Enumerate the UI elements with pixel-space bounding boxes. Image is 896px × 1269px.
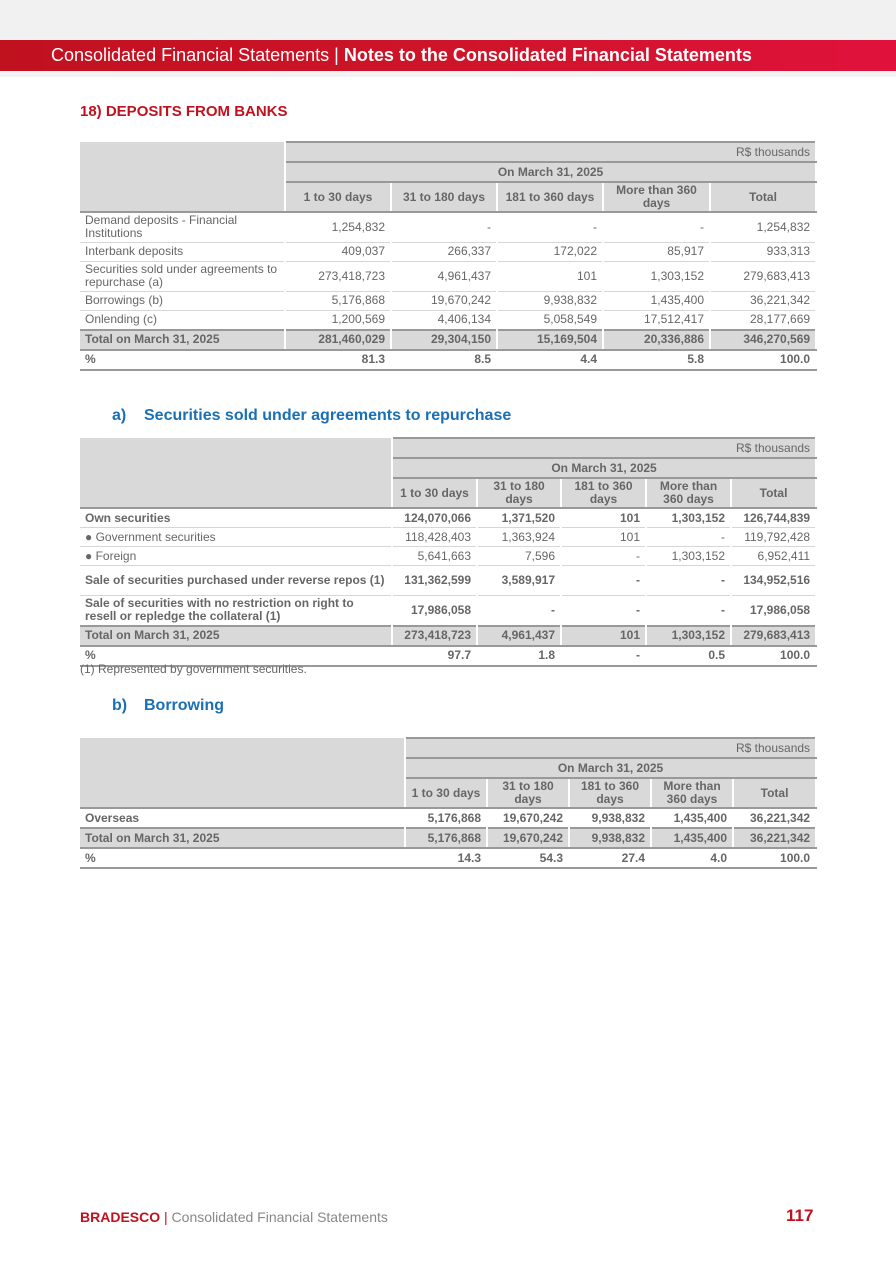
cell-value: 97.7 bbox=[392, 646, 477, 666]
row-label: Securities sold under agreements to repurchase (a) bbox=[80, 261, 285, 291]
cell-value: 1,303,152 bbox=[603, 261, 710, 291]
table-row bbox=[80, 508, 816, 528]
cell-value: 17,986,058 bbox=[392, 596, 477, 626]
column-header: Total bbox=[710, 182, 816, 212]
row-label: Total on March 31, 2025 bbox=[80, 330, 285, 350]
repurchase-table bbox=[80, 437, 817, 667]
cell-value: 9,938,832 bbox=[569, 808, 651, 828]
column-header: 31 to 180 days bbox=[487, 778, 569, 808]
row-label: % bbox=[80, 350, 285, 370]
cell-value: 131,362,599 bbox=[392, 566, 477, 596]
column-header: 181 to 360 days bbox=[569, 778, 651, 808]
cell-value: 19,670,242 bbox=[487, 828, 569, 848]
table-row bbox=[80, 291, 816, 310]
cell-value: - bbox=[561, 646, 646, 666]
header-right-text: Notes to the Consolidated Financial Statements bbox=[343, 45, 752, 65]
cell-value: 7,596 bbox=[477, 547, 561, 566]
cell-value: 5,058,549 bbox=[497, 310, 603, 330]
cell-value: 279,683,413 bbox=[731, 626, 816, 646]
cell-value: 3,589,917 bbox=[477, 566, 561, 596]
row-label: Own securities bbox=[80, 508, 392, 528]
cell-value: 20,336,886 bbox=[603, 330, 710, 350]
cell-value: 15,169,504 bbox=[497, 330, 603, 350]
cell-value: 1,303,152 bbox=[646, 508, 731, 528]
row-label: Overseas bbox=[80, 808, 405, 828]
deposits-table bbox=[80, 141, 817, 371]
table-row bbox=[80, 242, 816, 261]
cell-value: - bbox=[646, 596, 731, 626]
row-label: Onlending (c) bbox=[80, 310, 285, 330]
footer-separator: | bbox=[164, 1209, 168, 1225]
page-footer bbox=[80, 1209, 388, 1225]
column-header: 181 to 360 days bbox=[561, 478, 646, 508]
cell-value: 36,221,342 bbox=[733, 808, 816, 828]
cell-value: 28,177,669 bbox=[710, 310, 816, 330]
cell-value: 273,418,723 bbox=[392, 626, 477, 646]
cell-value: 85,917 bbox=[603, 242, 710, 261]
cell-value: - bbox=[497, 212, 603, 242]
cell-value: 101 bbox=[497, 261, 603, 291]
cell-value: 1,363,924 bbox=[477, 528, 561, 547]
cell-value: - bbox=[603, 212, 710, 242]
cell-value: 126,744,839 bbox=[731, 508, 816, 528]
date-label: On March 31, 2025 bbox=[392, 458, 816, 478]
column-header: 1 to 30 days bbox=[392, 478, 477, 508]
cell-value: 4,961,437 bbox=[477, 626, 561, 646]
cell-value: 4.0 bbox=[651, 848, 733, 868]
cell-value: 100.0 bbox=[733, 848, 816, 868]
cell-value: 5,176,868 bbox=[285, 291, 391, 310]
cell-value: 54.3 bbox=[487, 848, 569, 868]
cell-value: - bbox=[561, 596, 646, 626]
cell-value: 27.4 bbox=[569, 848, 651, 868]
row-label: Total on March 31, 2025 bbox=[80, 828, 405, 848]
cell-value: 1,371,520 bbox=[477, 508, 561, 528]
cell-value: - bbox=[391, 212, 497, 242]
row-label: Interbank deposits bbox=[80, 242, 285, 261]
column-header: Total bbox=[731, 478, 816, 508]
cell-value: 100.0 bbox=[710, 350, 816, 370]
cell-value: - bbox=[646, 528, 731, 547]
section-title-deposits: 18) DEPOSITS FROM BANKS bbox=[80, 103, 288, 120]
page-number: 117 bbox=[786, 1206, 814, 1225]
borrowing-table bbox=[80, 737, 817, 869]
cell-value: 409,037 bbox=[285, 242, 391, 261]
subsection-text: Borrowing bbox=[144, 697, 224, 714]
cell-value: 100.0 bbox=[731, 646, 816, 666]
cell-value: 19,670,242 bbox=[487, 808, 569, 828]
unit-label: R$ thousands bbox=[285, 142, 816, 162]
column-header: 31 to 180 days bbox=[391, 182, 497, 212]
date-label: On March 31, 2025 bbox=[405, 758, 816, 778]
cell-value: 933,313 bbox=[710, 242, 816, 261]
column-header: 1 to 30 days bbox=[285, 182, 391, 212]
cell-value: 1,303,152 bbox=[646, 626, 731, 646]
cell-value: 9,938,832 bbox=[569, 828, 651, 848]
footer-text: Consolidated Financial Statements bbox=[171, 1209, 388, 1225]
column-header: Total bbox=[733, 778, 816, 808]
table-row bbox=[80, 212, 816, 242]
column-header: More than 360 days bbox=[651, 778, 733, 808]
cell-value: 172,022 bbox=[497, 242, 603, 261]
date-label: On March 31, 2025 bbox=[285, 162, 816, 182]
cell-value: - bbox=[477, 596, 561, 626]
cell-value: - bbox=[561, 566, 646, 596]
cell-value: 1,303,152 bbox=[646, 547, 731, 566]
row-label: Sale of securities purchased under reverse repos (1) bbox=[80, 566, 392, 596]
row-label: % bbox=[80, 848, 405, 868]
row-label: ● Government securities bbox=[80, 528, 392, 547]
cell-value: 119,792,428 bbox=[731, 528, 816, 547]
cell-value: 4,961,437 bbox=[391, 261, 497, 291]
cell-value: 273,418,723 bbox=[285, 261, 391, 291]
header-shadow bbox=[0, 71, 896, 77]
cell-value: 5,176,868 bbox=[405, 808, 487, 828]
cell-value: 17,986,058 bbox=[731, 596, 816, 626]
cell-value: 134,952,516 bbox=[731, 566, 816, 596]
cell-value: 1,254,832 bbox=[285, 212, 391, 242]
cell-value: 281,460,029 bbox=[285, 330, 391, 350]
cell-value: 346,270,569 bbox=[710, 330, 816, 350]
cell-value: 124,070,066 bbox=[392, 508, 477, 528]
cell-value: 118,428,403 bbox=[392, 528, 477, 547]
subsection-letter: a) bbox=[112, 407, 127, 424]
unit-label: R$ thousands bbox=[392, 438, 816, 458]
cell-value: 101 bbox=[561, 508, 646, 528]
table-row bbox=[80, 528, 816, 547]
cell-value: 101 bbox=[561, 626, 646, 646]
footer-brand: BRADESCO bbox=[80, 1209, 161, 1225]
cell-value: 0.5 bbox=[646, 646, 731, 666]
total-row bbox=[80, 626, 816, 646]
column-header: 31 to 180 days bbox=[477, 478, 561, 508]
subsection-title-repurchase bbox=[112, 407, 511, 425]
table-row bbox=[80, 310, 816, 330]
column-header: 1 to 30 days bbox=[405, 778, 487, 808]
cell-value: 5,176,868 bbox=[405, 828, 487, 848]
column-header: More than 360 days bbox=[646, 478, 731, 508]
subsection-title-borrowing bbox=[112, 697, 224, 715]
column-header: 181 to 360 days bbox=[497, 182, 603, 212]
cell-value: 279,683,413 bbox=[710, 261, 816, 291]
subsection-text: Securities sold under agreements to repurchase bbox=[144, 407, 512, 424]
table-corner bbox=[80, 142, 285, 212]
row-label: ● Foreign bbox=[80, 547, 392, 566]
percent-row bbox=[80, 350, 816, 370]
cell-value: 266,337 bbox=[391, 242, 497, 261]
cell-value: 1,254,832 bbox=[710, 212, 816, 242]
column-header: More than 360 days bbox=[603, 182, 710, 212]
table-row bbox=[80, 261, 816, 291]
cell-value: 101 bbox=[561, 528, 646, 547]
cell-value: 4.4 bbox=[497, 350, 603, 370]
table-row bbox=[80, 547, 816, 566]
top-margin bbox=[0, 0, 896, 40]
table-corner bbox=[80, 738, 405, 808]
row-label: % bbox=[80, 646, 392, 666]
table-row bbox=[80, 808, 816, 828]
cell-value: 14.3 bbox=[405, 848, 487, 868]
cell-value: 1,200,569 bbox=[285, 310, 391, 330]
cell-value: - bbox=[646, 566, 731, 596]
table-row bbox=[80, 566, 816, 596]
cell-value: - bbox=[561, 547, 646, 566]
page-header-banner bbox=[0, 40, 896, 71]
row-label: Borrowings (b) bbox=[80, 291, 285, 310]
cell-value: 5.8 bbox=[603, 350, 710, 370]
cell-value: 6,952,411 bbox=[731, 547, 816, 566]
total-row bbox=[80, 330, 816, 350]
unit-label: R$ thousands bbox=[405, 738, 816, 758]
cell-value: 1,435,400 bbox=[603, 291, 710, 310]
cell-value: 36,221,342 bbox=[733, 828, 816, 848]
cell-value: 4,406,134 bbox=[391, 310, 497, 330]
row-label: Sale of securities with no restriction on right to resell or repledge the collateral (1) bbox=[80, 596, 392, 626]
subsection-letter: b) bbox=[112, 697, 128, 714]
table-row bbox=[80, 596, 816, 626]
table-corner bbox=[80, 438, 392, 508]
row-label: Demand deposits - Financial Institutions bbox=[80, 212, 285, 242]
cell-value: 8.5 bbox=[391, 350, 497, 370]
cell-value: 1,435,400 bbox=[651, 828, 733, 848]
cell-value: 5,641,663 bbox=[392, 547, 477, 566]
row-label: Total on March 31, 2025 bbox=[80, 626, 392, 646]
cell-value: 1.8 bbox=[477, 646, 561, 666]
cell-value: 36,221,342 bbox=[710, 291, 816, 310]
header-left-text: Consolidated Financial Statements | bbox=[51, 45, 339, 65]
footnote: (1) Represented by government securities. bbox=[80, 662, 307, 676]
cell-value: 29,304,150 bbox=[391, 330, 497, 350]
cell-value: 1,435,400 bbox=[651, 808, 733, 828]
cell-value: 81.3 bbox=[285, 350, 391, 370]
total-row bbox=[80, 828, 816, 848]
cell-value: 17,512,417 bbox=[603, 310, 710, 330]
percent-row bbox=[80, 848, 816, 868]
cell-value: 19,670,242 bbox=[391, 291, 497, 310]
cell-value: 9,938,832 bbox=[497, 291, 603, 310]
